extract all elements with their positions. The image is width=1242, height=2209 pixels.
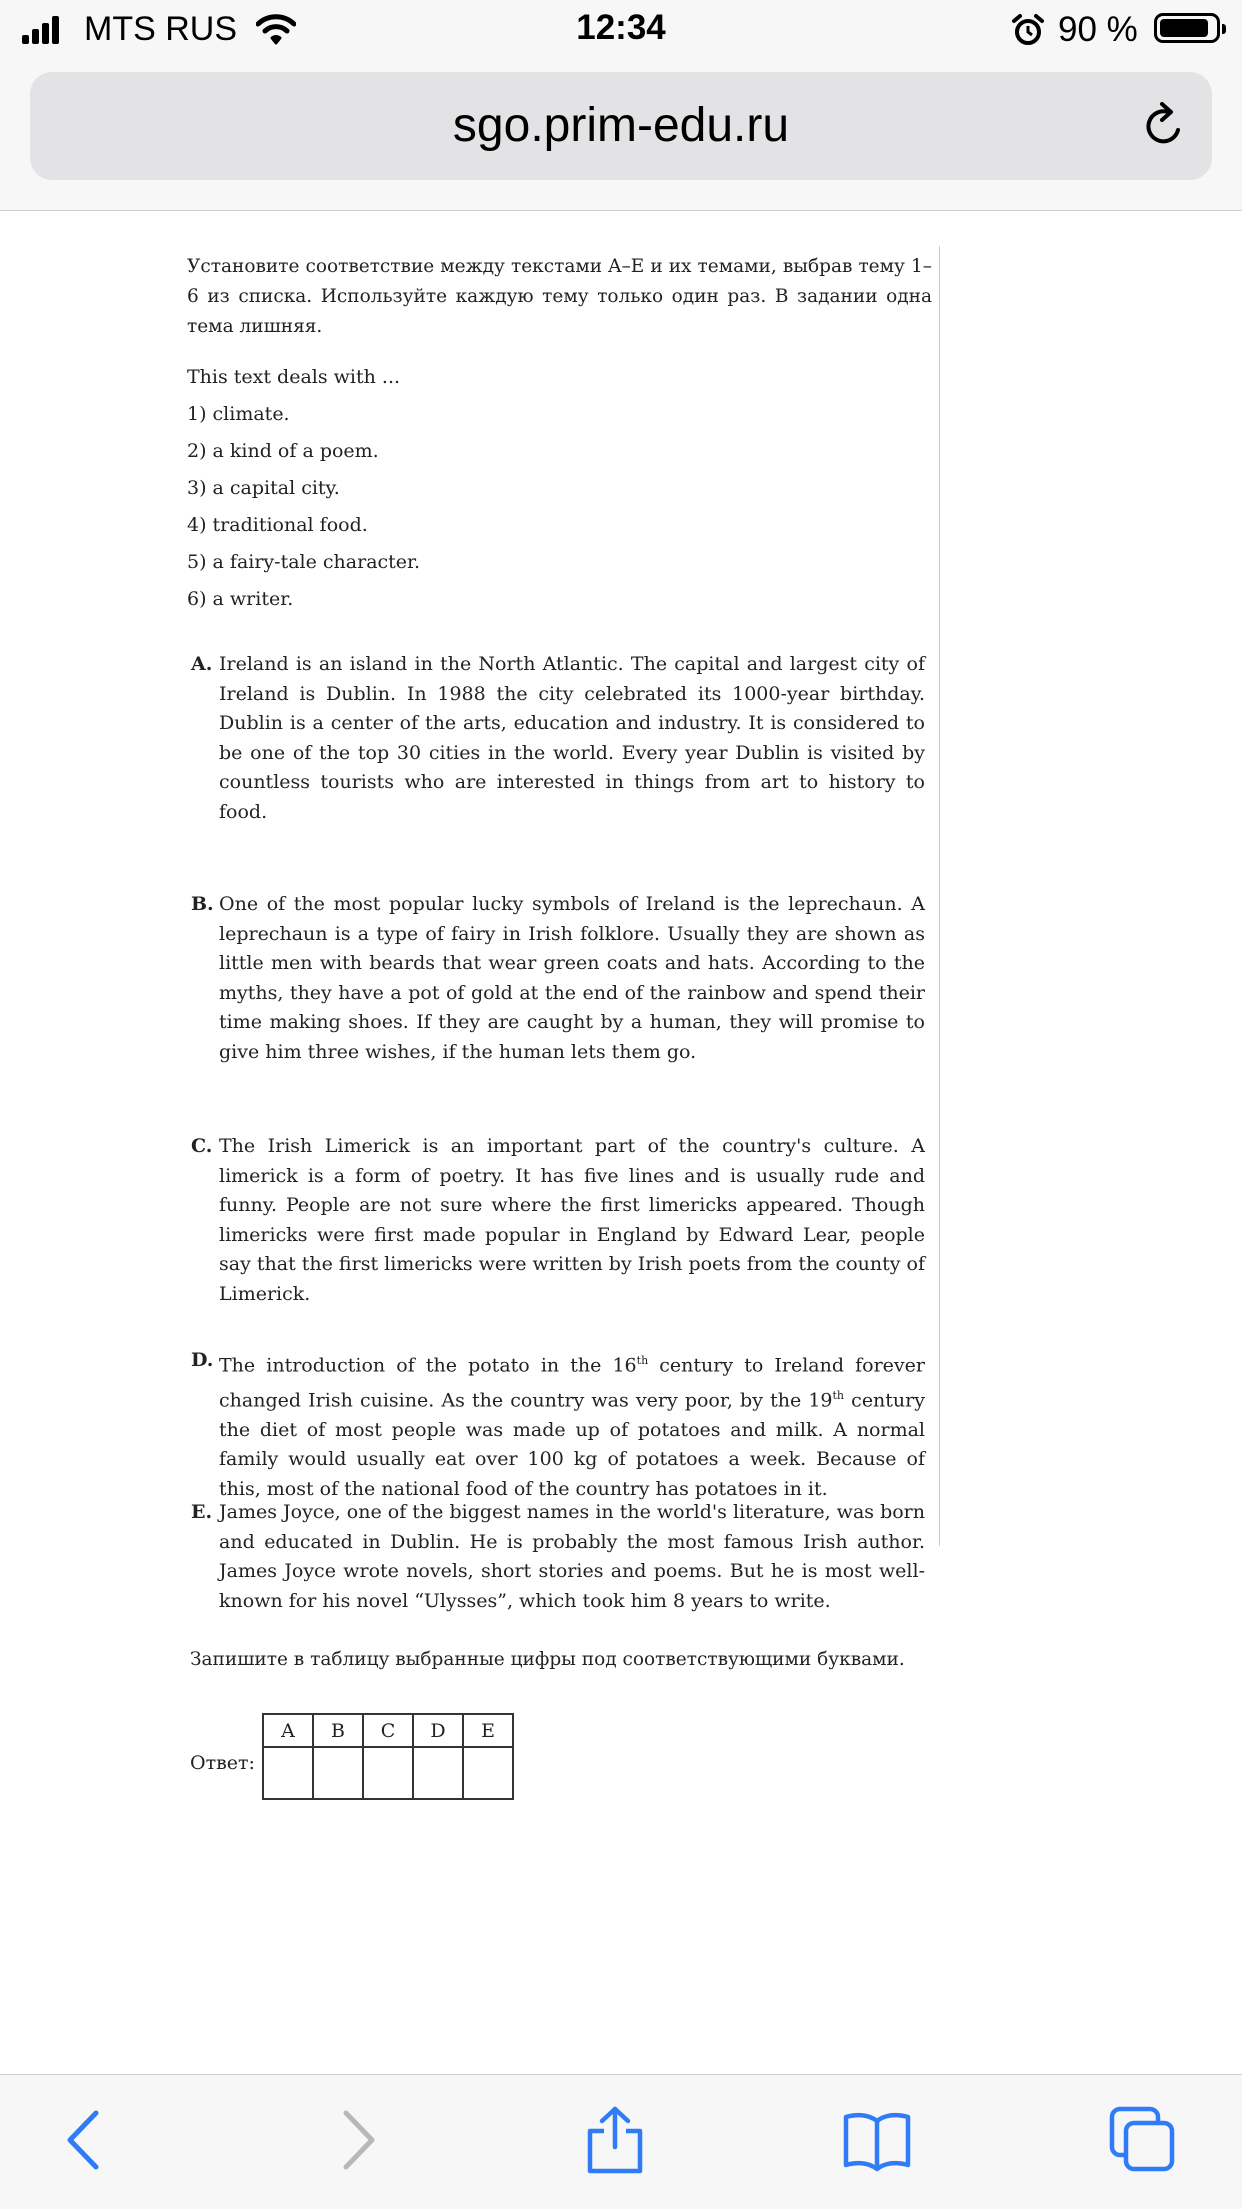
url-text[interactable]: sgo.prim-edu.ru [452, 99, 790, 152]
scanned-task-page [180, 240, 940, 1840]
topic-item: 6) a writer. [187, 588, 294, 610]
carrier-name: MTS RUS [84, 10, 237, 48]
passage-d [191, 1346, 925, 1504]
address-bar[interactable] [30, 72, 1212, 180]
passage-text: James Joyce, one of the biggest names in the world's literature, was born and educated in Dublin. He is probably the most famous Irish author. James Joyce wrote novels, short stories and poems. But he is most well-known for his novel “Ulysses”, which took him 8 years to write. [219, 1501, 925, 1612]
topic-item: 1) climate. [187, 403, 290, 425]
status-bar [0, 0, 1242, 62]
browser-address-area [0, 62, 1242, 211]
battery-percentage: 90 % [1058, 10, 1138, 49]
page-edge-line [939, 246, 940, 1546]
topic-item: 4) traditional food. [187, 514, 368, 536]
answer-column-header: C [363, 1714, 413, 1747]
passage-e [191, 1498, 925, 1616]
passage-text: The introduction of the potato in the 16th century to Ireland forever changed Irish cuisine. As the country was very poor, by the 19th century the diet of most people was made up of potatoes and milk. A normal family would usually eat over 100 kg of potatoes a week. Because of this, most of the national food of the country has potatoes in it. [219, 1354, 925, 1500]
passage-text: Ireland is an island in the North Atlantic. The capital and largest city of Ireland is Dublin. In 1988 the city celebrated its 1000-year birthday. Dublin is a center of the arts, education and industry. It is considered to be one of the top 30 cities in the world. Every year Dublin is visited by countless tourists who are interested in things from art to history to food. [219, 653, 925, 823]
bookmarks-icon[interactable] [842, 2105, 912, 2175]
answer-table [262, 1713, 514, 1800]
back-icon[interactable] [52, 2105, 122, 2175]
answer-cell [463, 1747, 513, 1799]
clock: 12:34 [576, 8, 666, 47]
share-icon[interactable] [580, 2105, 650, 2175]
topic-item: 3) a capital city. [187, 477, 340, 499]
passage-text: The Irish Limerick is an important part of the country's culture. A limerick is a form of poetry. It has five lines and is usually rude and funny. People are not sure where the first limericks appeared. Though limericks were first made popular in England by Edward Lear, people say that the first limericks were written by Irish poets from the county of Limerick. [219, 1135, 925, 1305]
answer-cell [413, 1747, 463, 1799]
task-instruction: Установите соответствие между текстами A–E и их темами, выбрав тему 1–6 из списка. Используйте каждую тему только один раз. В задании одна тема лишняя. [187, 256, 932, 337]
tabs-icon[interactable] [1108, 2105, 1178, 2175]
answer-cell [263, 1747, 313, 1799]
answer-column-header: A [263, 1714, 313, 1747]
passage-letter: C. [191, 1135, 213, 1157]
answer-column-header: D [413, 1714, 463, 1747]
passage-letter: D. [191, 1349, 214, 1371]
browser-toolbar [0, 2074, 1242, 2209]
answer-cell [313, 1747, 363, 1799]
reload-icon[interactable] [1138, 100, 1190, 152]
passage-c [191, 1132, 925, 1309]
passage-a [191, 650, 925, 827]
answer-cell [363, 1747, 413, 1799]
battery-icon [1154, 13, 1220, 43]
topics-lead: This text deals with ... [187, 366, 401, 388]
passage-letter: B. [191, 893, 214, 915]
passage-letter: A. [191, 653, 213, 675]
forward-icon[interactable] [320, 2105, 390, 2175]
answer-column-header: B [313, 1714, 363, 1747]
passage-b [191, 890, 925, 1067]
topic-item: 5) a fairy-tale character. [187, 551, 421, 573]
alarm-icon [1011, 13, 1045, 47]
answer-label: Ответ: [190, 1752, 255, 1774]
answer-instruction: Запишите в таблицу выбранные цифры под соответствующими буквами. [190, 1649, 905, 1670]
topic-item: 2) a kind of a poem. [187, 440, 379, 462]
passage-text: One of the most popular lucky symbols of Ireland is the leprechaun. A leprechaun is a type of fairy in Irish folklore. Usually they are shown as little men with beards that wear green coats and hats. According to the myths, they have a pot of gold at the end of the rainbow and spend their time making shoes. If they are caught by a human, they will promise to give him three wishes, if the human lets them go. [219, 893, 925, 1063]
passage-letter: E. [191, 1501, 213, 1523]
answer-column-header: E [463, 1714, 513, 1747]
